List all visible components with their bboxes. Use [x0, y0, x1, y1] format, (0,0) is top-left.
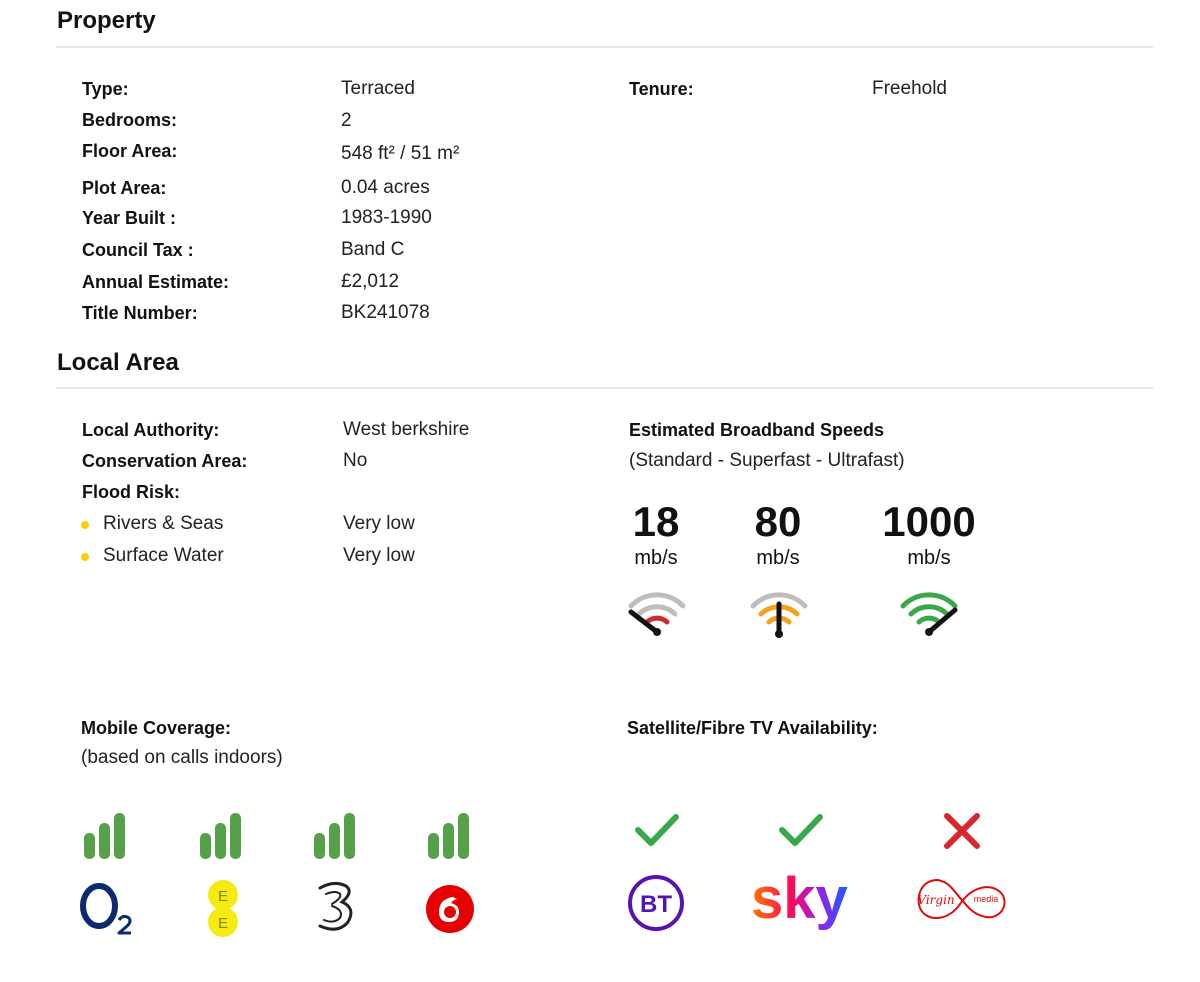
svg-text:BT: BT	[640, 891, 672, 918]
signal-bars-icon	[200, 813, 246, 859]
svg-text:E: E	[217, 915, 229, 932]
conservation-area-label: Conservation Area:	[82, 451, 248, 471]
year-built-label: Year Built :	[82, 208, 177, 228]
sky-logo	[749, 868, 853, 934]
broadband-gauge-orange-icon	[749, 590, 809, 640]
broadband-ultrafast-speed: 1000	[882, 498, 976, 545]
vodafone-logo	[425, 884, 475, 934]
annual-estimate-label: Annual Estimate:	[82, 272, 230, 292]
broadband-ultrafast-unit: mb/s	[907, 547, 951, 569]
title-number-label: Title Number:	[82, 303, 198, 323]
broadband-standard-speed: 18	[632, 498, 680, 545]
conservation-area-value: No	[343, 450, 368, 471]
annual-estimate-value: £2,012	[341, 271, 400, 292]
tenure-label: Tenure:	[629, 79, 694, 99]
broadband-superfast-unit: mb/s	[756, 547, 800, 569]
signal-bars-icon	[314, 813, 360, 859]
svg-text:sky: sky	[751, 868, 848, 931]
mobile-coverage-title: Mobile Coverage:	[81, 718, 232, 738]
plot-area-value: 0.04 acres	[341, 177, 430, 198]
tv-availability-title: Satellite/Fibre TV Availability:	[627, 718, 878, 738]
broadband-subtitle: (Standard - Superfast - Ultrafast)	[629, 450, 905, 471]
cross-icon	[942, 812, 982, 850]
ee-logo	[204, 880, 242, 938]
surface-water-label: Surface Water	[103, 545, 224, 566]
broadband-superfast-speed: 80	[754, 498, 802, 545]
three-logo	[312, 878, 358, 936]
floor-area-label: Floor Area:	[82, 141, 178, 161]
broadband-title: Estimated Broadband Speeds	[629, 420, 885, 440]
broadband-gauge-red-icon	[627, 590, 687, 640]
svg-text:media: media	[973, 894, 999, 904]
signal-bars-icon	[428, 813, 474, 859]
rivers-seas-label: Rivers & Seas	[103, 513, 224, 534]
local-area-divider	[56, 387, 1153, 389]
plot-area-label: Plot Area:	[82, 178, 167, 198]
type-label: Type:	[82, 79, 129, 99]
o2-logo	[78, 880, 138, 936]
flood-risk-label: Flood Risk:	[82, 482, 180, 502]
mobile-coverage-subtitle: (based on calls indoors)	[81, 747, 283, 768]
broadband-standard-unit: mb/s	[634, 547, 678, 569]
local-authority-label: Local Authority:	[82, 420, 220, 440]
type-value: Terraced	[341, 78, 415, 99]
bullet-dot	[81, 521, 89, 529]
broadband-gauge-green-icon	[899, 590, 959, 640]
title-number-value: BK241078	[341, 302, 430, 323]
property-divider	[56, 46, 1153, 48]
svg-text:E: E	[217, 888, 229, 905]
tenure-value: Freehold	[872, 78, 947, 99]
bt-logo	[626, 873, 686, 933]
year-built-value: 1983-1990	[341, 207, 432, 228]
check-icon	[634, 812, 680, 848]
bullet-dot	[81, 553, 89, 561]
bedrooms-label: Bedrooms:	[82, 110, 178, 130]
signal-bars-icon	[84, 813, 130, 859]
bedrooms-value: 2	[341, 110, 352, 131]
local-area-heading: Local Area	[57, 349, 179, 376]
floor-area-value: 548 ft² / 51 m²	[341, 143, 460, 164]
council-tax-label: Council Tax :	[82, 240, 194, 260]
property-heading: Property	[57, 7, 156, 34]
council-tax-value: Band C	[341, 239, 405, 260]
surface-water-value: Very low	[343, 545, 415, 566]
svg-text:Virgin: Virgin	[917, 893, 955, 907]
rivers-seas-value: Very low	[343, 513, 415, 534]
virgin-media-logo	[914, 876, 1008, 926]
check-icon	[778, 812, 824, 848]
local-authority-value: West berkshire	[343, 419, 470, 440]
